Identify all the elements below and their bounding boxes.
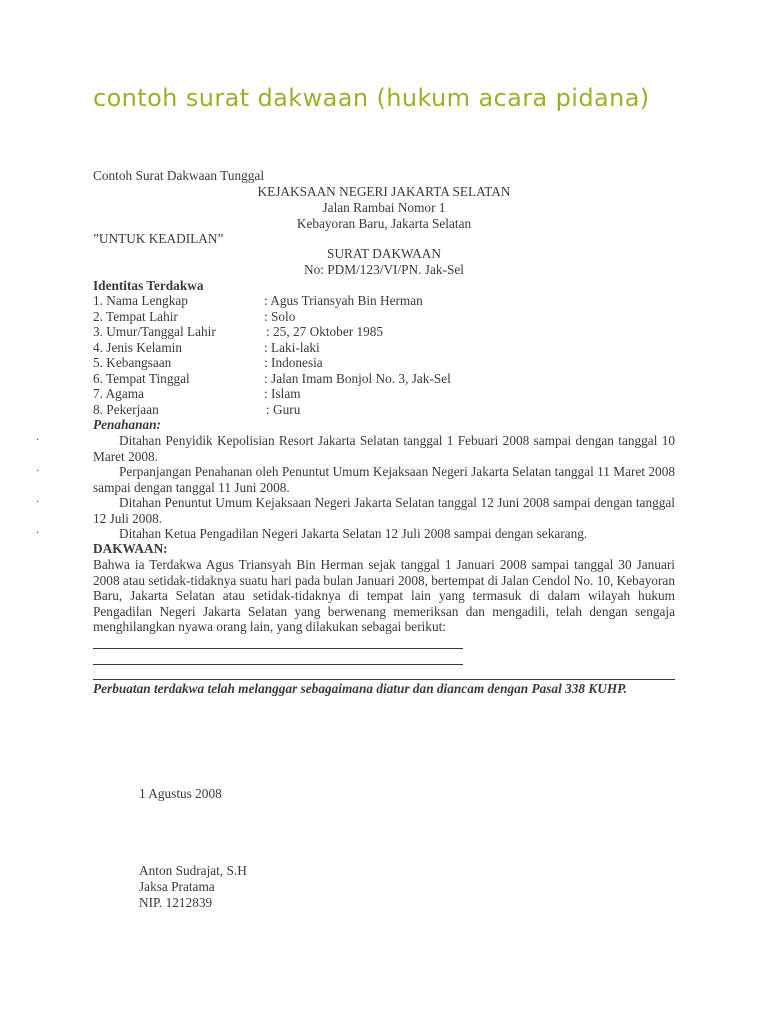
identity-label: 1. Nama Lengkap (93, 293, 188, 308)
signature-date: 1 Agustus 2008 (139, 786, 222, 801)
identity-value: : 25, 27 Oktober 1985 (266, 324, 384, 339)
doc-title: SURAT DAKWAAN (327, 246, 441, 261)
detention-item (36, 495, 675, 526)
identity-value: : Guru (266, 402, 301, 417)
doc-number: No: PDM/123/VI/PN. Jak-Sel (304, 262, 464, 277)
detention-item (36, 433, 675, 464)
signatory-position: Jaksa Pratama (139, 879, 215, 894)
identity-value: : Jalan Imam Bonjol No. 3, Jak-Sel (264, 371, 451, 386)
charge-body: Bahwa ia Terdakwa Agus Triansyah Bin Herman sejak tanggal 1 Januari 2008 sampai tanggal 30 Januari 2008 atau setidak-tidaknya suatu hari pada bulan Januari 2008, bertempat di Jalan Cendol No. 10, Kebayoran Baru, Jakarta Selatan atau setidak-tidaknya di tempat lain yang termasuk di dalam wilayah hukum Pengadilan Negeri Jakarta Selatan yang berwenang memeriksan dan mengadili, telah dengan sengaja menghilangkan nyawa orang lain, yang dilakukan sebagai berikut: (93, 557, 675, 634)
identity-value: : Solo (264, 309, 296, 324)
office-name: KEJAKSAAN NEGERI JAKARTA SELATAN (257, 184, 511, 199)
blank-line (93, 664, 463, 665)
charge-conclusion: Perbuatan terdakwa telah melanggar sebagaimana diatur dan diancam dengan Pasal 338 KUHP. (93, 681, 627, 696)
identity-label: 8. Pekerjaan (93, 402, 159, 417)
signatory-nip: NIP. 1212839 (139, 895, 213, 910)
bullet-icon: · (36, 435, 40, 446)
detention-text: Perpanjangan Penahanan oleh Penuntut Umum Kejaksaan Negeri Jakarta Selatan tanggal 11 Maret 2008 sampai dengan tanggal 11 Juni 2008. (93, 464, 675, 495)
identity-label: 3. Umur/Tanggal Lahir (93, 324, 216, 339)
signatory-name: Anton Sudrajat, S.H (139, 863, 247, 878)
blank-line (93, 648, 463, 649)
identity-value: : Laki-laki (264, 340, 320, 355)
detention-item (36, 464, 675, 495)
detention-text: Ditahan Penuntut Umum Kejaksaan Negeri Jakarta Selatan tanggal 12 Juni 2008 sampai dengan tanggal 12 Juli 2008. (93, 495, 675, 526)
identity-value: : Islam (264, 386, 301, 401)
detention-text: Ditahan Penyidik Kepolisian Resort Jakarta Selatan tanggal 1 Febuari 2008 sampai dengan tanggal 10 Maret 2008. (93, 433, 675, 464)
identity-label: 4. Jenis Kelamin (93, 340, 183, 355)
identity-value: : Indonesia (264, 355, 323, 370)
bullet-icon: · (36, 528, 40, 539)
blank-line (93, 679, 675, 680)
document-title: contoh surat dakwaan (hukum acara pidana) (93, 84, 650, 112)
identity-heading: Identitas Terdakwa (93, 278, 204, 293)
identity-label: 7. Agama (93, 386, 144, 401)
identity-label: 6. Tempat Tinggal (93, 371, 190, 386)
charge-heading: DAKWAAN: (93, 541, 168, 556)
office-district: Kebayoran Baru, Jakarta Selatan (296, 216, 472, 231)
detention-heading: Penahanan: (93, 417, 161, 432)
identity-label: 2. Tempat Lahir (93, 309, 178, 324)
office-street: Jalan Rambai Nomor 1 (322, 200, 446, 215)
identity-value: : Agus Triansyah Bin Herman (264, 293, 423, 308)
bullet-icon: · (36, 497, 40, 508)
letter-heading: Contoh Surat Dakwaan Tunggal (93, 168, 265, 183)
detention-text: Ditahan Ketua Pengadilan Negeri Jakarta Selatan 12 Juli 2008 sampai dengan sekarang. (119, 526, 588, 541)
identity-label: 5. Kebangsaan (93, 355, 172, 370)
detention-item (36, 526, 675, 542)
motto: ”UNTUK KEADILAN” (93, 231, 224, 246)
bullet-icon: · (36, 466, 40, 477)
